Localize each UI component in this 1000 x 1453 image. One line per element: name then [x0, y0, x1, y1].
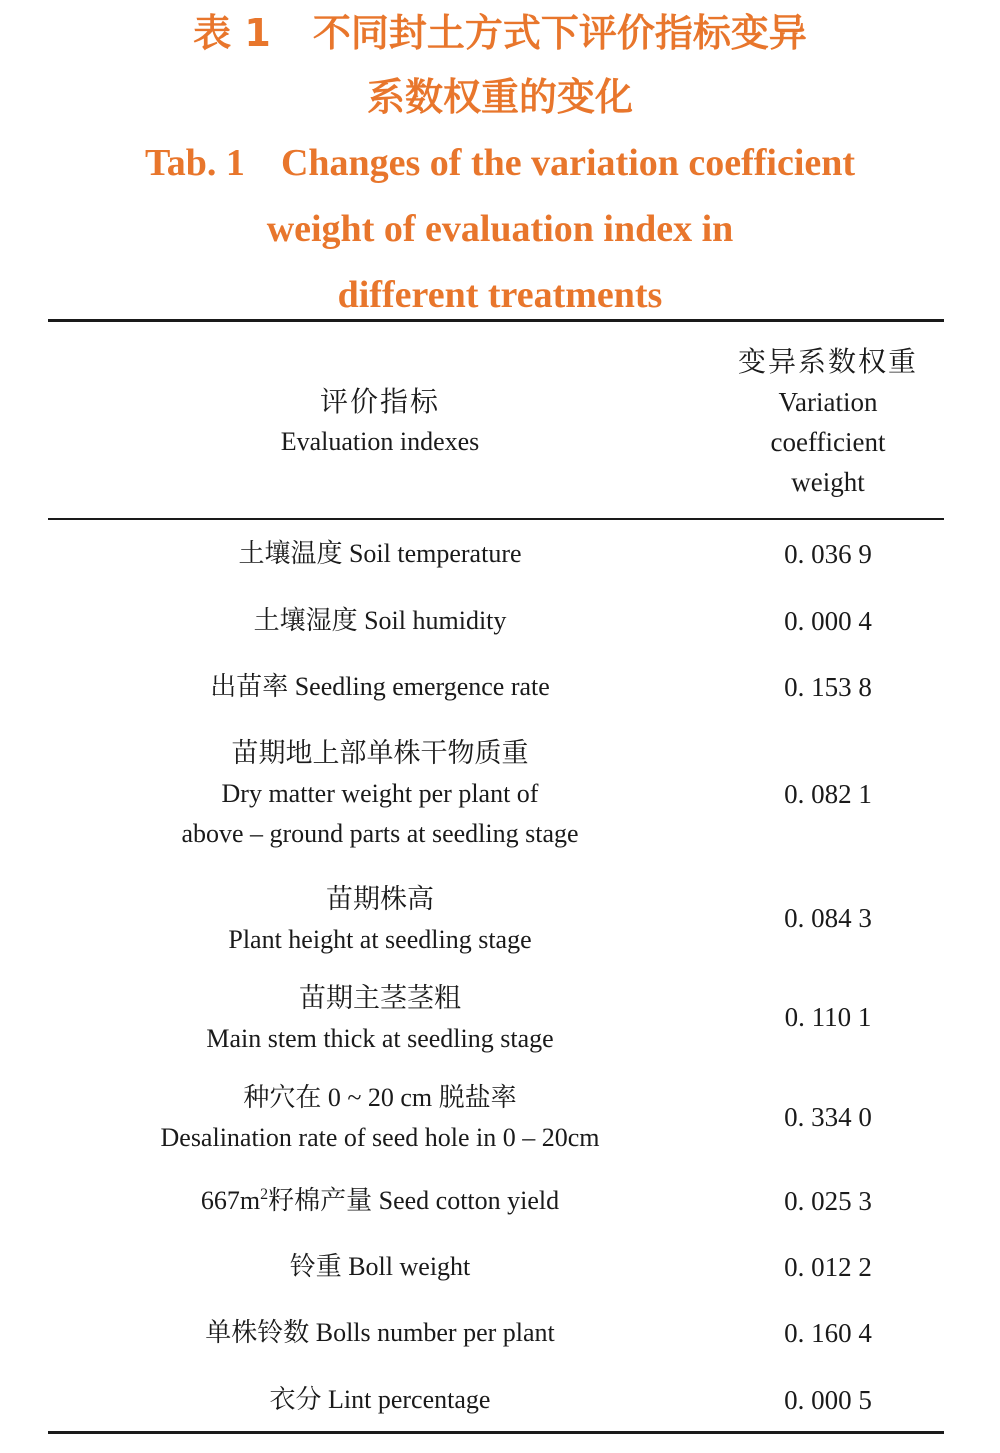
- table-row-label: [60, 601, 700, 641]
- title-cn-text-1: 不同封土方式下评价指标变异: [312, 11, 807, 55]
- row-label-line: 苗期地上部单株干物质重: [231, 738, 529, 769]
- row-label-line: 铃重 Boll weight: [289, 1252, 471, 1281]
- row-label-line: 苗期株高: [326, 884, 434, 915]
- table-row-label: [60, 1078, 700, 1158]
- table-title-cn-line2: 系数权重的变化: [366, 75, 633, 119]
- header-col1-cn: 评价指标: [319, 385, 440, 418]
- table-title-en-line2: weight of evaluation index in: [266, 208, 734, 250]
- row-label-line: Desalination rate of seed hole in 0 – 20cm: [160, 1123, 600, 1152]
- table-header-rule: [48, 518, 944, 520]
- header-col1-en: Evaluation indexes: [280, 427, 480, 456]
- row-label-line: 土壤温度 Soil temperature: [238, 539, 522, 568]
- table-number-cn: 表 1: [193, 11, 271, 55]
- header-col2-en-1: Variation: [778, 387, 878, 417]
- header-col2-en-3: weight: [791, 467, 865, 497]
- row-value: 0. 084 3: [784, 903, 872, 933]
- row-label-line: Main stem thick at seedling stage: [206, 1024, 554, 1053]
- header-variation-weight: [712, 342, 944, 502]
- row-label-line: 出苗率 Seedling emergence rate: [210, 672, 550, 701]
- row-value: 0. 153 8: [784, 672, 872, 702]
- table-row-label: [60, 1247, 700, 1287]
- row-value: 0. 082 1: [784, 779, 872, 809]
- row-label-line: 单株铃数 Bolls number per plant: [205, 1318, 555, 1347]
- row-label-line: Plant height at seedling stage: [228, 925, 532, 954]
- table-row-label: [60, 880, 700, 960]
- header-col2-en-2: coefficient: [770, 427, 886, 457]
- table-row-label: [60, 1313, 700, 1353]
- row-value: 0. 036 9: [784, 539, 872, 569]
- row-label-line: above – ground parts at seedling stage: [181, 819, 579, 848]
- row-value: 0. 012 2: [784, 1252, 872, 1282]
- row-label-line: 苗期主茎茎粗: [299, 983, 461, 1014]
- row-value: 0. 000 4: [784, 606, 872, 636]
- row-label-line: Dry matter weight per plant of: [221, 779, 539, 808]
- row-value: 0. 160 4: [784, 1318, 872, 1348]
- row-value: 0. 334 0: [784, 1102, 872, 1132]
- table-title-en-line1: [0, 140, 1000, 186]
- row-value: 0. 000 5: [784, 1385, 872, 1415]
- table-title-en-line3: different treatments: [337, 274, 663, 316]
- header-evaluation-indexes: [60, 382, 700, 462]
- table-row-label: [60, 1181, 700, 1221]
- superscript-2: 2: [260, 1186, 269, 1203]
- row-label-line: 衣分 Lint percentage: [269, 1385, 491, 1414]
- title-en-text-1: Changes of the variation coefficient: [280, 142, 856, 184]
- table-top-rule: [48, 319, 944, 322]
- table-row-label: [60, 979, 700, 1059]
- table-row-label: [60, 1380, 700, 1420]
- table-row-label: [60, 734, 700, 854]
- row-value: 0. 110 1: [784, 1002, 872, 1032]
- yield-area-prefix: 667m: [200, 1186, 261, 1215]
- row-value: 0. 025 3: [784, 1186, 872, 1216]
- row-label-line: 土壤湿度 Soil humidity: [253, 606, 507, 635]
- row-label-line: [60, 1181, 700, 1221]
- yield-label: 籽棉产量 Seed cotton yield: [268, 1186, 560, 1215]
- header-col2-cn: 变异系数权重: [737, 345, 918, 378]
- table-bottom-rule: [48, 1431, 944, 1434]
- table-title-cn-line1: [0, 10, 1000, 56]
- table-row-label: [60, 534, 700, 574]
- table-number-en: Tab. 1: [144, 142, 245, 184]
- row-label-line: 种穴在 0 ~ 20 cm 脱盐率: [243, 1083, 517, 1112]
- table-row-label: [60, 667, 700, 707]
